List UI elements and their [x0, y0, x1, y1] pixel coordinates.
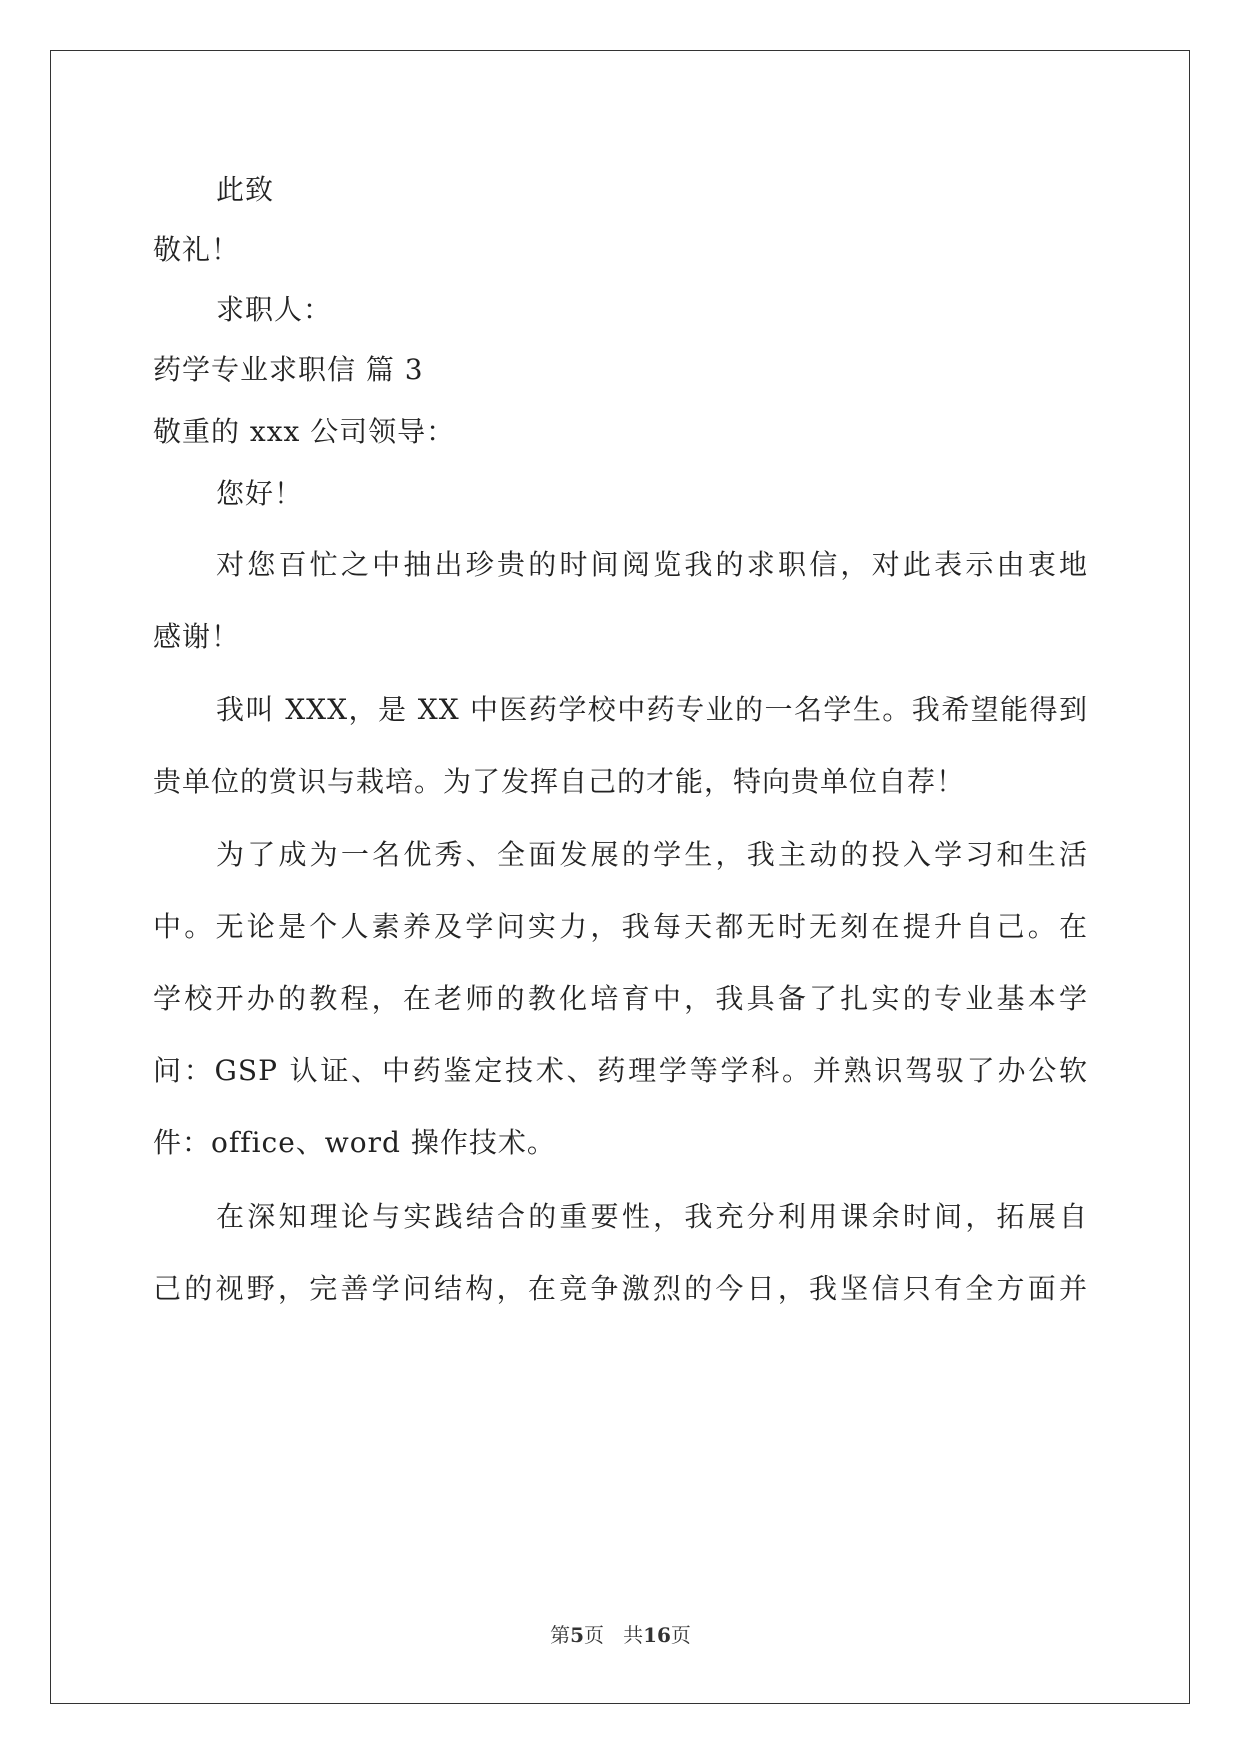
paragraph-line: 己的视野，完善学问结构，在竞争激烈的今日，我坚信只有全方面并 [153, 1272, 1088, 1305]
paragraph-line: 在深知理论与实践结合的重要性，我充分利用课余时间，拓展自 [216, 1200, 1088, 1233]
paragraph-line: 中。无论是个人素养及学问实力，我每天都无时无刻在提升自己。在 [153, 910, 1088, 943]
paragraph-line: 件：office、word 操作技术。 [153, 1126, 556, 1159]
letter-greeting: 敬重的 xxx 公司领导： [153, 415, 456, 448]
letter-hello: 您好！ [216, 477, 304, 510]
paragraph-line: 学校开办的教程，在老师的教化培育中，我具备了扎实的专业基本学 [153, 982, 1088, 1015]
page-number-footer [0, 1622, 1241, 1648]
paragraph-line: 贵单位的赏识与栽培。为了发挥自己的才能，特向贵单位自荐！ [153, 765, 966, 798]
section-heading: 药学专业求职信 篇 3 [153, 353, 424, 386]
paragraph-line: 我叫 XXX，是 XX 中医药学校中药专业的一名学生。我希望能得到 [216, 693, 1088, 726]
closing-regards: 敬礼！ [153, 233, 241, 266]
paragraph-line: 感谢！ [153, 620, 241, 653]
paragraph-line: 问：GSP 认证、中药鉴定技术、药理学等学科。并熟识驾驭了办公软 [153, 1054, 1088, 1087]
page-suffix: 页 [584, 1623, 604, 1647]
signature-label: 求职人： [216, 293, 333, 326]
page-total: 16 [643, 1623, 671, 1647]
paragraph-line: 对您百忙之中抽出珍贵的时间阅览我的求职信，对此表示由衷地 [216, 548, 1088, 581]
closing-salutation: 此致 [216, 173, 275, 206]
page-prefix: 第 [550, 1623, 571, 1647]
paragraph-line: 为了成为一名优秀、全面发展的学生，我主动的投入学习和生活 [216, 838, 1088, 871]
total-suffix: 页 [670, 1623, 691, 1647]
page-current: 5 [570, 1623, 584, 1647]
total-prefix: 共 [623, 1623, 644, 1647]
